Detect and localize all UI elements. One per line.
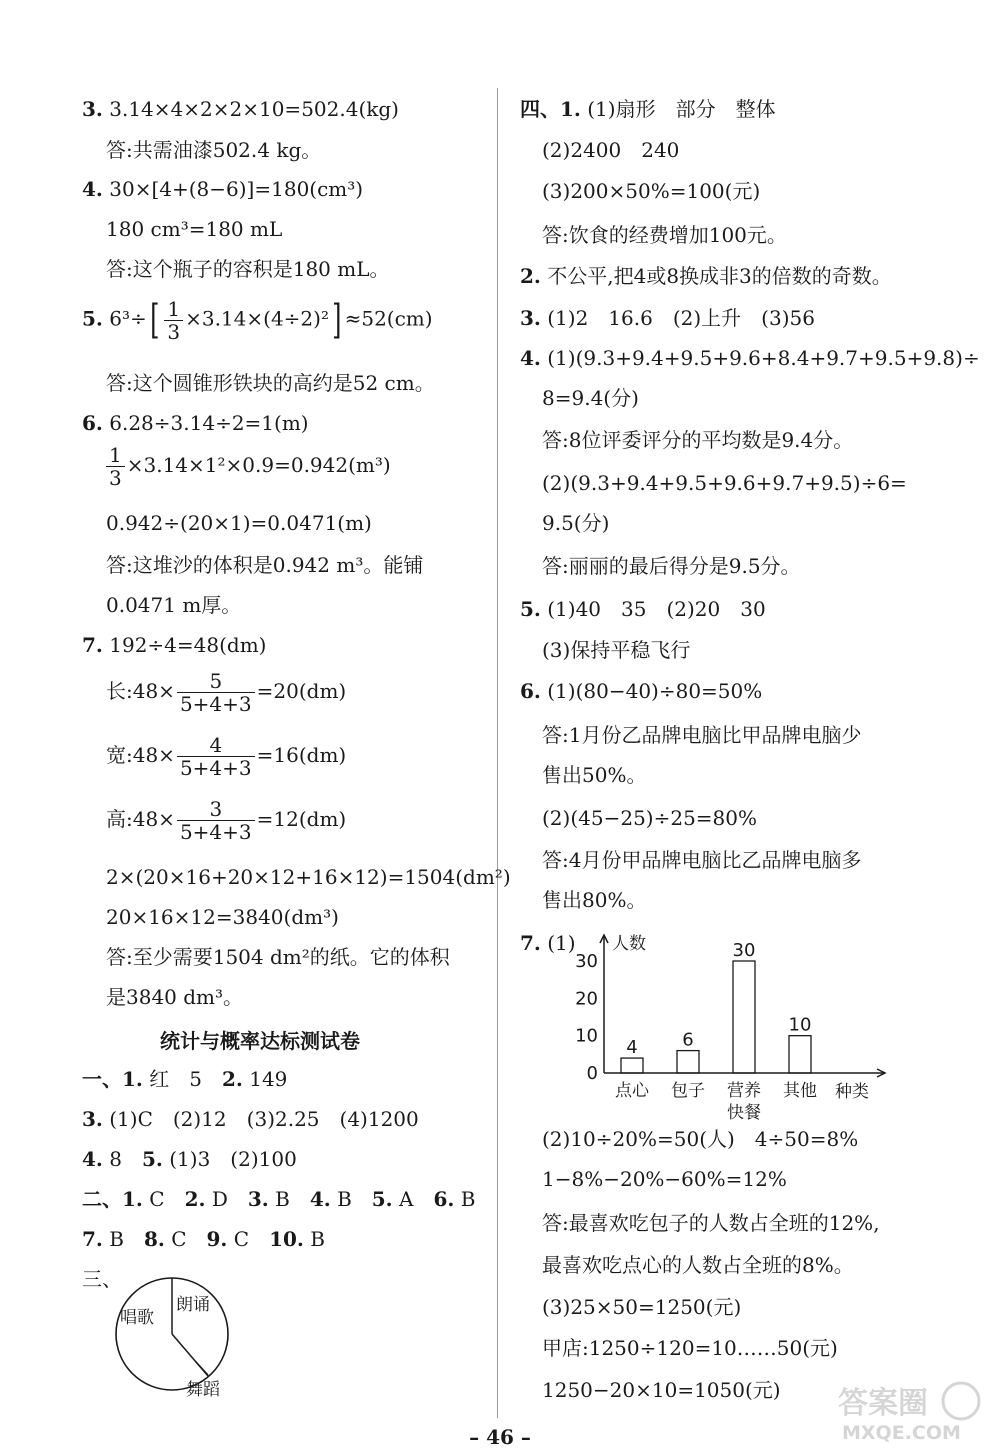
right-q2: 2. 不公平,把4或8换成非3的倍数的奇数。: [520, 264, 892, 288]
category-label: 其他: [783, 1081, 817, 1101]
s4-line3: (3)200×50%=100(元): [542, 179, 761, 203]
y-tick-label: 0: [586, 1063, 598, 1084]
bar: [733, 961, 755, 1073]
bar: [789, 1036, 811, 1073]
right-q7-answer-2: 最喜欢吃点心的人数占全班的8%。: [542, 1253, 854, 1277]
right-q6-line4: (2)(45−25)÷25=80%: [542, 806, 758, 830]
right-q6-answer-1a: 答:1月份乙品牌电脑比甲品牌电脑少: [542, 723, 862, 747]
category-label: 包子: [671, 1081, 705, 1101]
right-q4-line4: (2)(9.3+9.4+9.5+9.6+9.7+9.5)÷6=: [542, 471, 907, 495]
left-q5-answer: 答:这个圆锥形铁块的高约是52 cm。: [106, 371, 435, 395]
x-axis-label: 种类: [835, 1082, 869, 1102]
right-q5: 5. (1)40 35 (2)20 30: [520, 597, 766, 621]
right-q6: 6. (1)(80−40)÷80=50%: [520, 679, 763, 703]
left-q7-height: 高:48× $\frac{3}{5+4+3}$ =12(dm): [106, 797, 347, 844]
left-q7: 7. 192÷4=48(dm): [82, 633, 267, 657]
left-q6-answer-1: 答:这堆沙的体积是0.942 m³。能铺: [106, 553, 424, 577]
y-tick-label: 10: [575, 1025, 598, 1047]
left-q3: 3. 3.14×4×2×2×10=502.4(kg): [82, 97, 399, 121]
s3-head: 三、: [82, 1267, 122, 1291]
bar: [621, 1058, 643, 1073]
left-q7-width: 宽:48× $\frac{4}{5+4+3}$ =16(dm): [106, 733, 347, 780]
watermark-logo: [836, 1379, 986, 1445]
right-q4-line5: 9.5(分): [542, 511, 610, 535]
pie-diagram: [106, 1262, 266, 1412]
left-q7-answer-2: 是3840 dm³。: [106, 985, 244, 1009]
right-q6-answer-1b: 售出50%。: [542, 763, 647, 787]
category-label: 快餐: [727, 1103, 761, 1123]
left-q7-length: 长:48× $\frac{5}{5+4+3}$ =20(dm): [106, 669, 347, 716]
right-q7-line7: 甲店:1250÷120=10……50(元): [542, 1336, 838, 1360]
right-q7: 7. (1): [520, 931, 576, 955]
bar: [677, 1051, 699, 1073]
pie-label-dance: 舞蹈: [186, 1380, 220, 1400]
bar-value-label: 30: [732, 940, 756, 961]
section-title: 统计与概率达标测试卷: [160, 1029, 360, 1053]
s1-line1: 一、1. 红 5 2. 149: [82, 1067, 288, 1091]
right-q4-answer-2: 答:丽丽的最后得分是9.5分。: [542, 554, 801, 578]
right-q4: 4. (1)(9.3+9.4+9.5+9.6+8.4+9.7+9.5+9.8)÷: [520, 346, 980, 370]
right-q7-line2: (2)10÷20%=50(人) 4÷50=8%: [542, 1127, 859, 1151]
right-q4-line2: 8=9.4(分): [542, 386, 639, 410]
right-q7-line8: 1250−20×10=1050(元): [542, 1378, 781, 1402]
left-q4-answer: 答:这个瓶子的容积是180 mL。: [106, 257, 390, 281]
left-q3-answer: 答:共需油漆502.4 kg。: [106, 138, 322, 162]
bar-value-label: 6: [682, 1029, 694, 1051]
right-q5-line2: (3)保持平稳飞行: [542, 638, 691, 662]
watermark-bottom: MXQE.COM: [842, 1422, 961, 1444]
right-q6-answer-2b: 售出80%。: [542, 888, 647, 912]
y-tick-label: 30: [575, 951, 598, 972]
s2-line1: 二、1. C 2. D 3. B 4. B 5. A 6. B: [82, 1187, 476, 1211]
pie-pointer: [196, 1362, 208, 1375]
left-q6: 6. 6.28÷3.14÷2=1(m): [82, 411, 309, 435]
s4-line2: (2)2400 240: [542, 138, 680, 162]
left-q6-line2: $\frac{1}{3}$ ×3.14×1²×0.9=0.942(m³): [104, 444, 391, 489]
bar-value-label: 10: [788, 1014, 812, 1036]
right-q7-line3: 1−8%−20%−60%=12%: [542, 1167, 787, 1191]
left-q5: 5. 6³÷[ $\frac{1}{3}$ ×3.14×(4÷2)²] ≈52(cm): [82, 296, 433, 344]
s2-line2: 7. B 8. C 9. C 10. B: [82, 1227, 325, 1251]
page-number: – 46 –: [469, 1425, 531, 1449]
y-tick-label: 20: [575, 988, 598, 1010]
left-q4-line2: 180 cm³=180 mL: [106, 217, 283, 241]
category-label: 点心: [615, 1081, 649, 1101]
column-divider: [497, 88, 498, 1418]
s4-line1: 四、1. (1)扇形 部分 整体: [520, 97, 776, 121]
left-q7-line6: 20×16×12=3840(dm³): [106, 905, 339, 929]
pie-label-sing: 唱歌: [120, 1308, 154, 1328]
bar-chart: [570, 925, 900, 1125]
watermark-top: 答案圈: [838, 1386, 928, 1421]
left-q6-answer-2: 0.0471 m厚。: [106, 593, 242, 617]
y-axis-label: 人数: [612, 934, 646, 954]
left-q7-answer-1: 答:至少需要1504 dm²的纸。它的体积: [106, 945, 450, 969]
left-q7-line5: 2×(20×16+20×12+16×12)=1504(dm²): [106, 865, 511, 889]
category-label: 营养: [727, 1081, 761, 1101]
right-q6-answer-2a: 答:4月份甲品牌电脑比乙品牌电脑多: [542, 848, 862, 872]
bar-value-label: 4: [626, 1037, 638, 1059]
left-q6-line3: 0.942÷(20×1)=0.0471(m): [106, 511, 372, 535]
left-q4: 4. 30×[4+(8−6)]=180(cm³): [82, 177, 364, 201]
pie-label-recite: 朗诵: [176, 1295, 210, 1315]
right-q7-answer-1: 答:最喜欢吃包子的人数占全班的12%,: [542, 1211, 880, 1235]
s1-line2: 3. (1)C (2)12 (3)2.25 (4)1200: [82, 1107, 419, 1131]
right-q3: 3. (1)2 16.6 (2)上升 (3)56: [520, 306, 815, 330]
right-q4-answer-1: 答:8位评委评分的平均数是9.4分。: [542, 428, 854, 452]
s1-line3: 4. 8 5. (1)3 (2)100: [82, 1147, 297, 1171]
right-q7-line6: (3)25×50=1250(元): [542, 1295, 742, 1319]
s4-answer: 答:饮食的经费增加100元。: [542, 223, 787, 247]
